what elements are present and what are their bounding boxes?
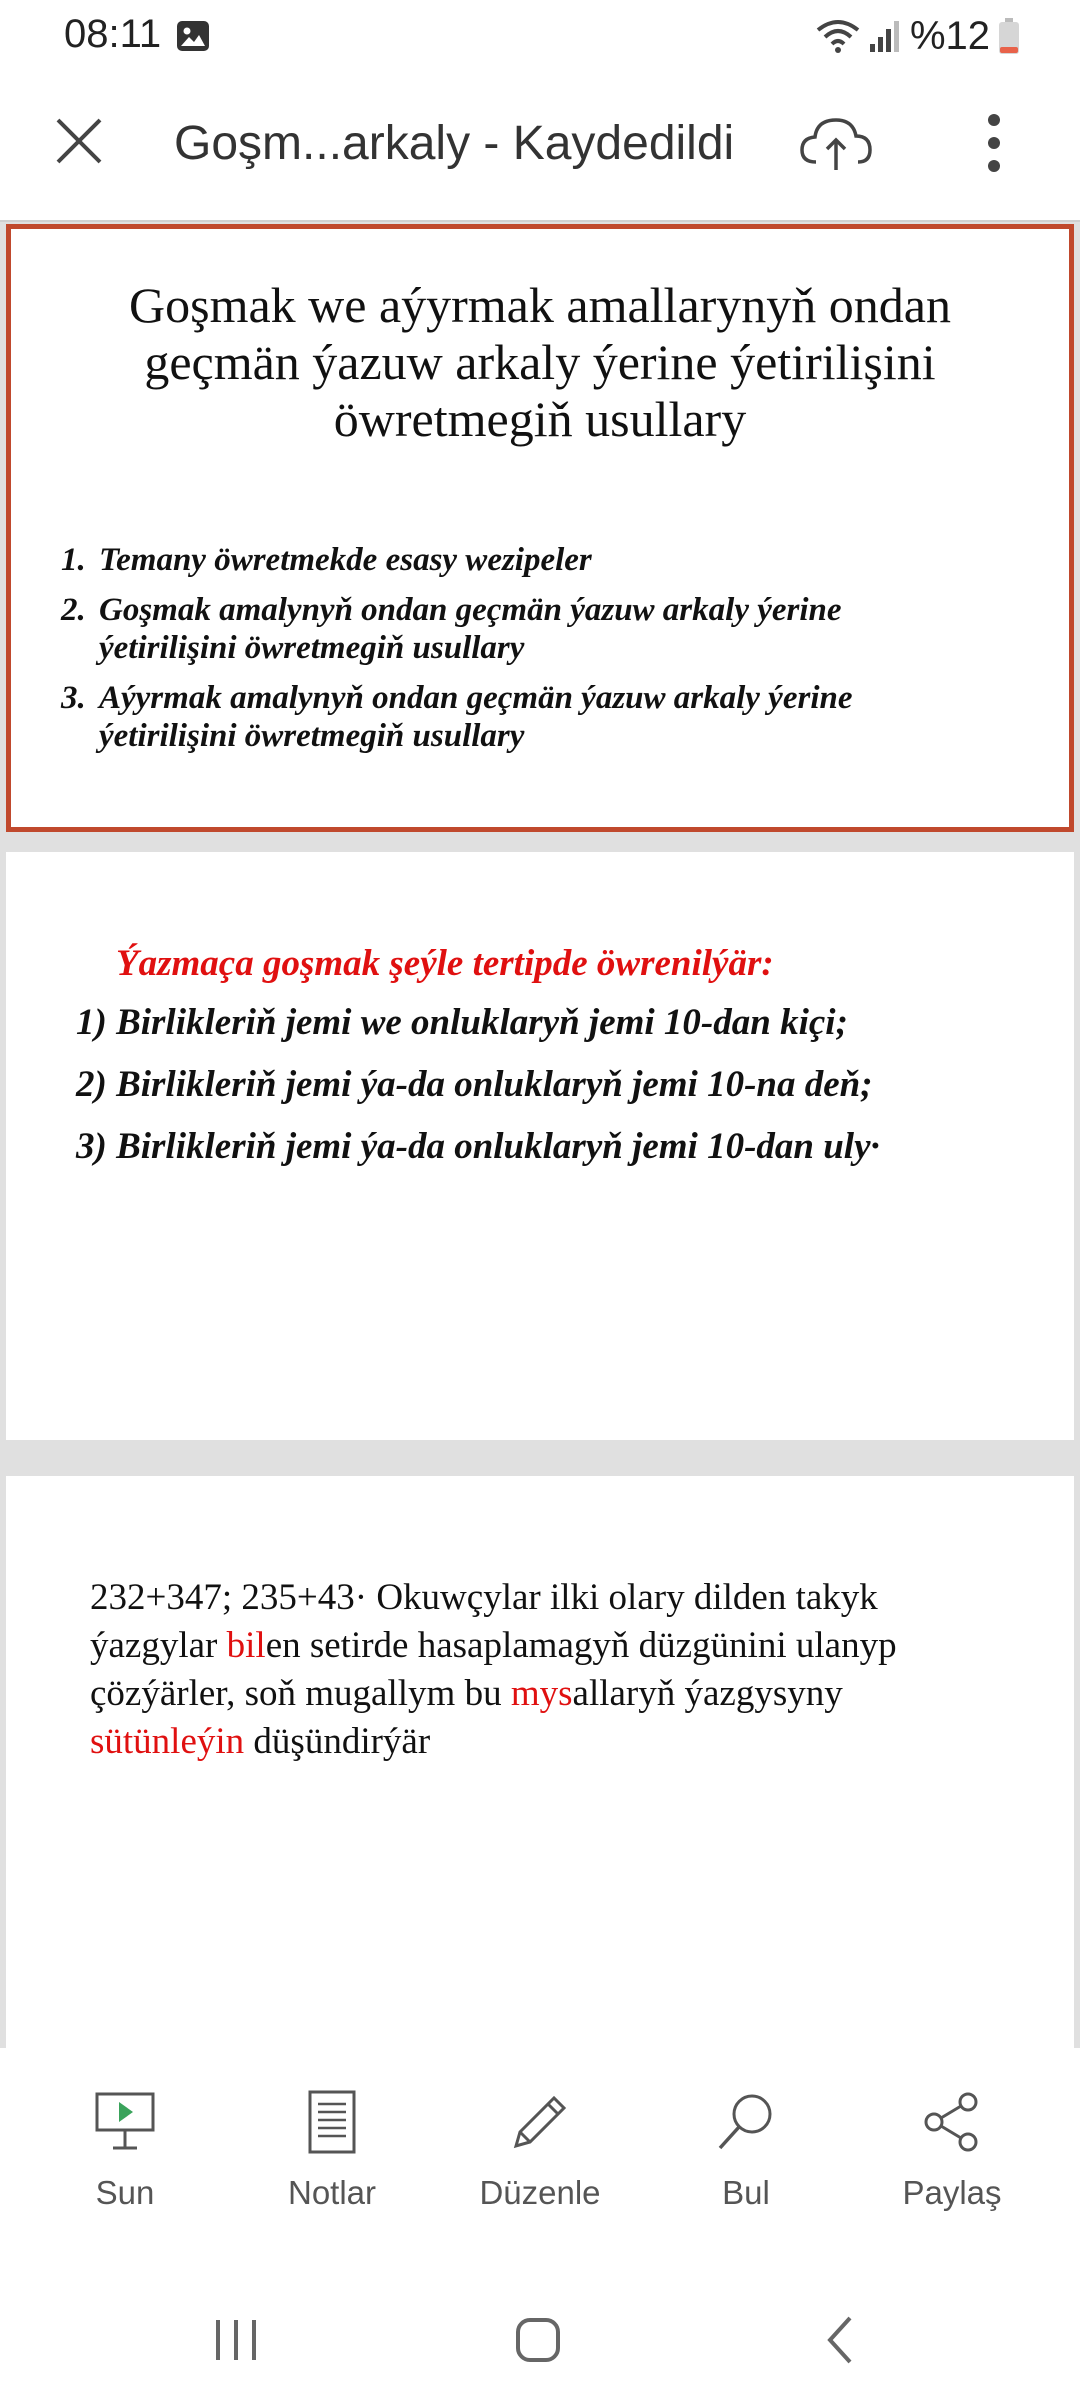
recent-apps-icon[interactable]	[196, 2310, 276, 2370]
more-options-icon[interactable]	[966, 110, 1022, 176]
image-notification-icon	[176, 20, 210, 52]
battery-icon	[998, 17, 1020, 55]
slide-2[interactable]	[6, 852, 1074, 1440]
present-button[interactable]	[25, 2090, 225, 2240]
bottom-toolbar	[0, 2048, 1080, 2266]
slide-1-outline	[61, 541, 1041, 767]
search-icon	[714, 2090, 778, 2154]
share-button[interactable]	[852, 2090, 1052, 2240]
slide-1[interactable]	[6, 224, 1074, 832]
edit-label: Düzenle	[479, 2174, 601, 2211]
present-icon	[93, 2090, 157, 2154]
notes-button[interactable]	[232, 2090, 432, 2240]
status-bar	[0, 0, 1080, 72]
slide-2-heading: Ýazmaça goşmak şeýle tertipde öwrenilýär:	[116, 943, 774, 984]
status-indicators	[816, 12, 1020, 60]
wifi-icon	[816, 18, 860, 54]
pencil-icon	[508, 2090, 572, 2154]
find-button[interactable]	[646, 2090, 846, 2240]
list-item: 2. Goşmak amalynyň ondan geçmän ýazuw arkaly ýerine ýetirilişini öwretmegiň usullary	[61, 592, 842, 666]
app-bar	[0, 72, 1080, 222]
document-title: Goşm...arkaly - Kaydedildi	[174, 117, 735, 170]
close-icon[interactable]	[48, 110, 110, 172]
list-item: 3) Birlikleriň jemi ýa-da onluklaryň jemi 10-dan uly·	[76, 1126, 880, 1167]
find-label: Bul	[722, 2174, 770, 2211]
notes-icon	[300, 2090, 364, 2154]
status-time: 08:11	[64, 12, 162, 56]
slide-list[interactable]	[0, 222, 1080, 2048]
system-navigation-bar	[0, 2266, 1080, 2408]
list-item: 1) Birlikleriň jemi we onluklaryň jemi 10-dan kiçi;	[76, 1002, 848, 1043]
battery-percent: %12	[909, 13, 990, 58]
notes-label: Notlar	[287, 2174, 377, 2211]
edit-button[interactable]	[440, 2090, 640, 2240]
share-label: Paylaş	[902, 2174, 1002, 2211]
list-item: 3. Aýyrmak amalynyň ondan geçmän ýazuw arkaly ýerine ýetirilişini öwretmegiň usullary	[61, 680, 853, 754]
slide-2-list	[76, 992, 1056, 1178]
list-item: 2) Birlikleriň jemi ýa-da onluklaryň jemi 10-na deň;	[76, 1064, 873, 1105]
signal-icon	[868, 18, 902, 54]
share-icon	[920, 2090, 984, 2154]
slide-3[interactable]	[6, 1476, 1074, 2048]
present-label: Sun	[95, 2174, 155, 2211]
slide-1-title: Goşmak we aýyrmak amallarynyň ondan geçmän ýazuw arkaly ýerine ýetirilişini öwretmegiň usullary	[129, 277, 951, 447]
home-icon[interactable]	[498, 2310, 578, 2370]
back-icon[interactable]	[800, 2310, 880, 2370]
slide-3-text: 232+347; 235+43· Okuwçylar ilki olary dilden takyk ýazgylar bilen setirde hasaplamagyň düzgünini ulanyp çözýärler, soň mugallym bu mysallaryň ýazgysyny sütünleýin düşündirýär	[90, 1577, 897, 1762]
cloud-upload-icon[interactable]	[798, 112, 874, 174]
list-item: 1. Temany öwretmekde esasy wezipeler	[61, 542, 592, 578]
